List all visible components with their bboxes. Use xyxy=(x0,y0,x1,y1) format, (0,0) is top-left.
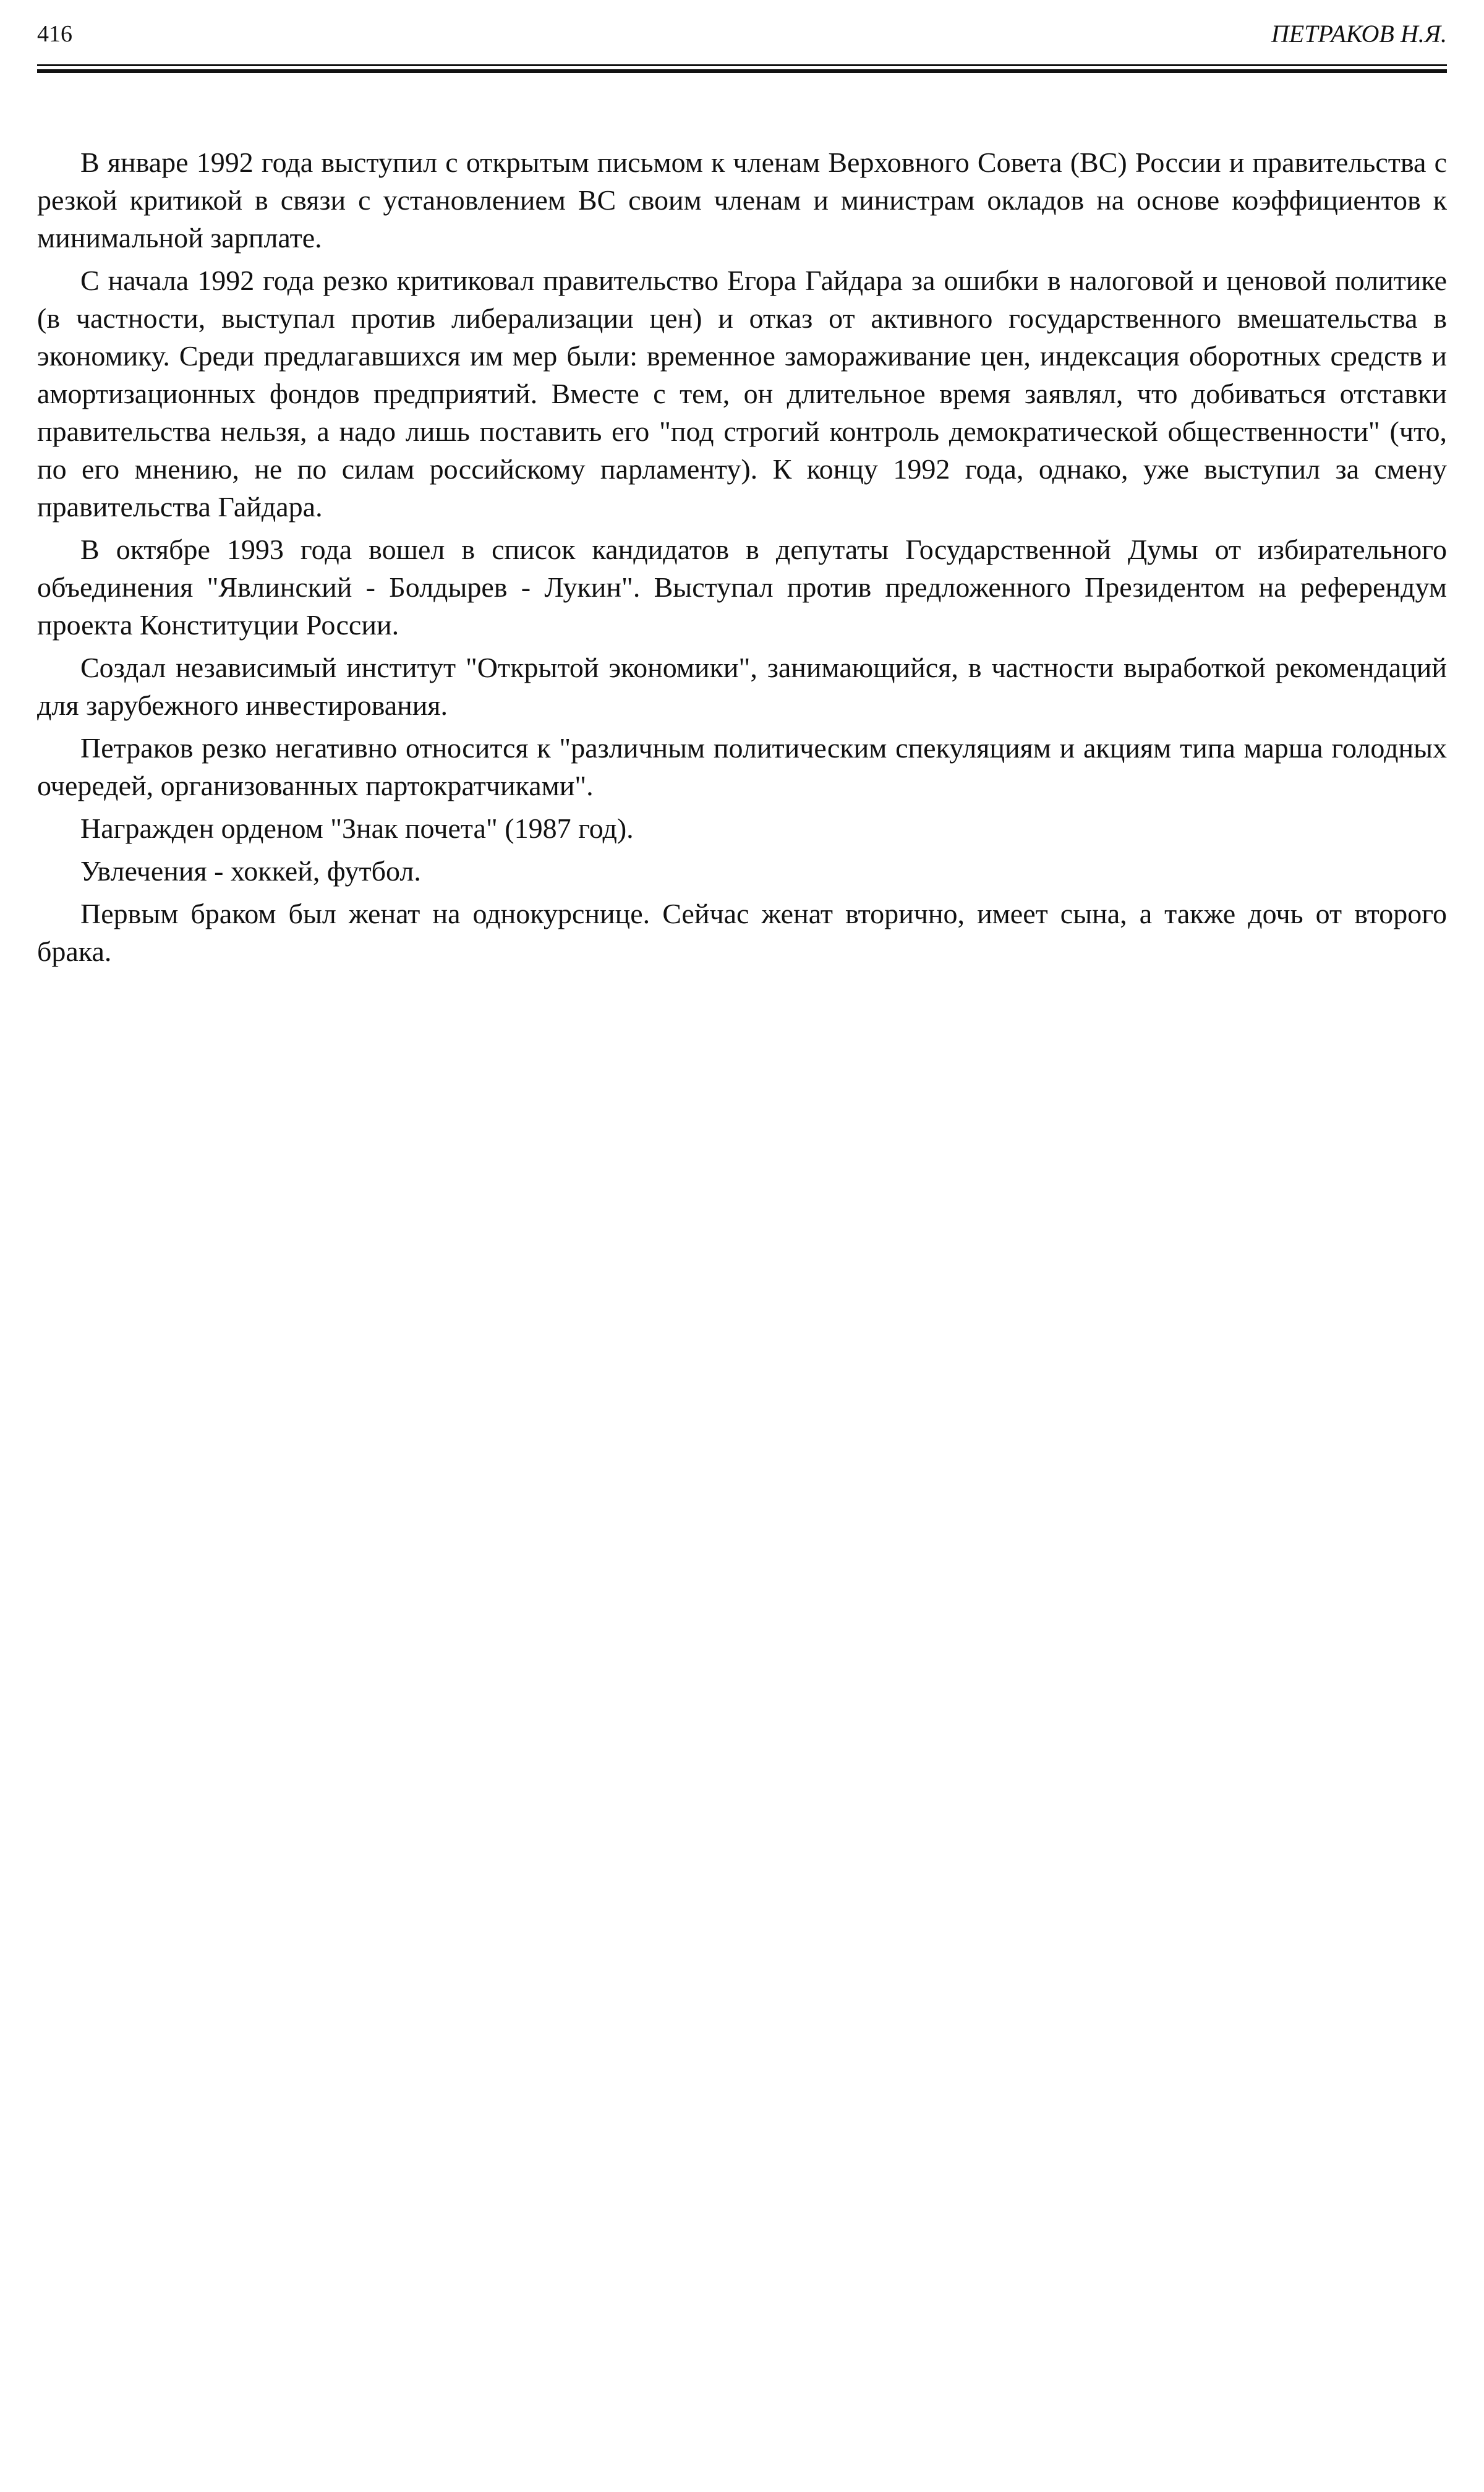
paragraph-5: Петраков резко негативно относится к "различным политическим спекуляциям и акциям типа марша голодных очередей, организованных партократчиками". xyxy=(37,732,1447,801)
page-number: 416 xyxy=(37,21,72,47)
paragraph-6: Награжден орденом "Знак почета" (1987 год). xyxy=(80,813,634,844)
running-title: ПЕТРАКОВ Н.Я. xyxy=(1271,20,1447,48)
header-rule-thin-line xyxy=(37,64,1447,66)
paragraph-3: В октябре 1993 года вошел в список кандидатов в депутаты Государственной Думы от избирательного объединения "Явлинский - Болдырев - Лукин". Выступал против предложенного Президентом на референдум проекта Конституции России. xyxy=(37,534,1447,641)
page-header xyxy=(37,19,1447,49)
header-rule xyxy=(37,64,1447,73)
paragraph-2: С начала 1992 года резко критиковал правительство Егора Гайдара за ошибки в налоговой и ценовой политике (в частности, выступал против либерализации цен) и отказ от активного государственного вмешательства в экономику. Среди предлагавшихся им мер были: временное замораживание цен, индексация оборотных средств и амортизационных фондов предприятий. Вместе с тем, он длительное время заявлял, что добиваться отставки правительства нельзя, а надо лишь поставить его "под строгий контроль демократической общественности" (что, по его мнению, не по силам российскому парламенту). К концу 1992 года, однако, уже выступил за смену правительства Гайдара. xyxy=(37,265,1447,523)
header-rule-thick-line xyxy=(37,69,1447,73)
paragraph-1: В январе 1992 года выступил с открытым письмом к членам Верховного Совета (ВС) России и правительства с резкой критикой в связи с установлением ВС своим членам и министрам окладов на основе коэффициентов к минимальной зарплате. xyxy=(37,147,1447,254)
paragraph-7: Увлечения - хоккей, футбол. xyxy=(80,855,421,887)
paragraph-4: Создал независимый институт "Открытой экономики", занимающийся, в частности выработкой рекомендаций для зарубежного инвестирования. xyxy=(37,652,1447,721)
body-text xyxy=(37,143,1447,975)
paragraph-8: Первым браком был женат на однокурснице. Сейчас женат вторично, имеет сына, а также дочь от второго брака. xyxy=(37,898,1447,967)
